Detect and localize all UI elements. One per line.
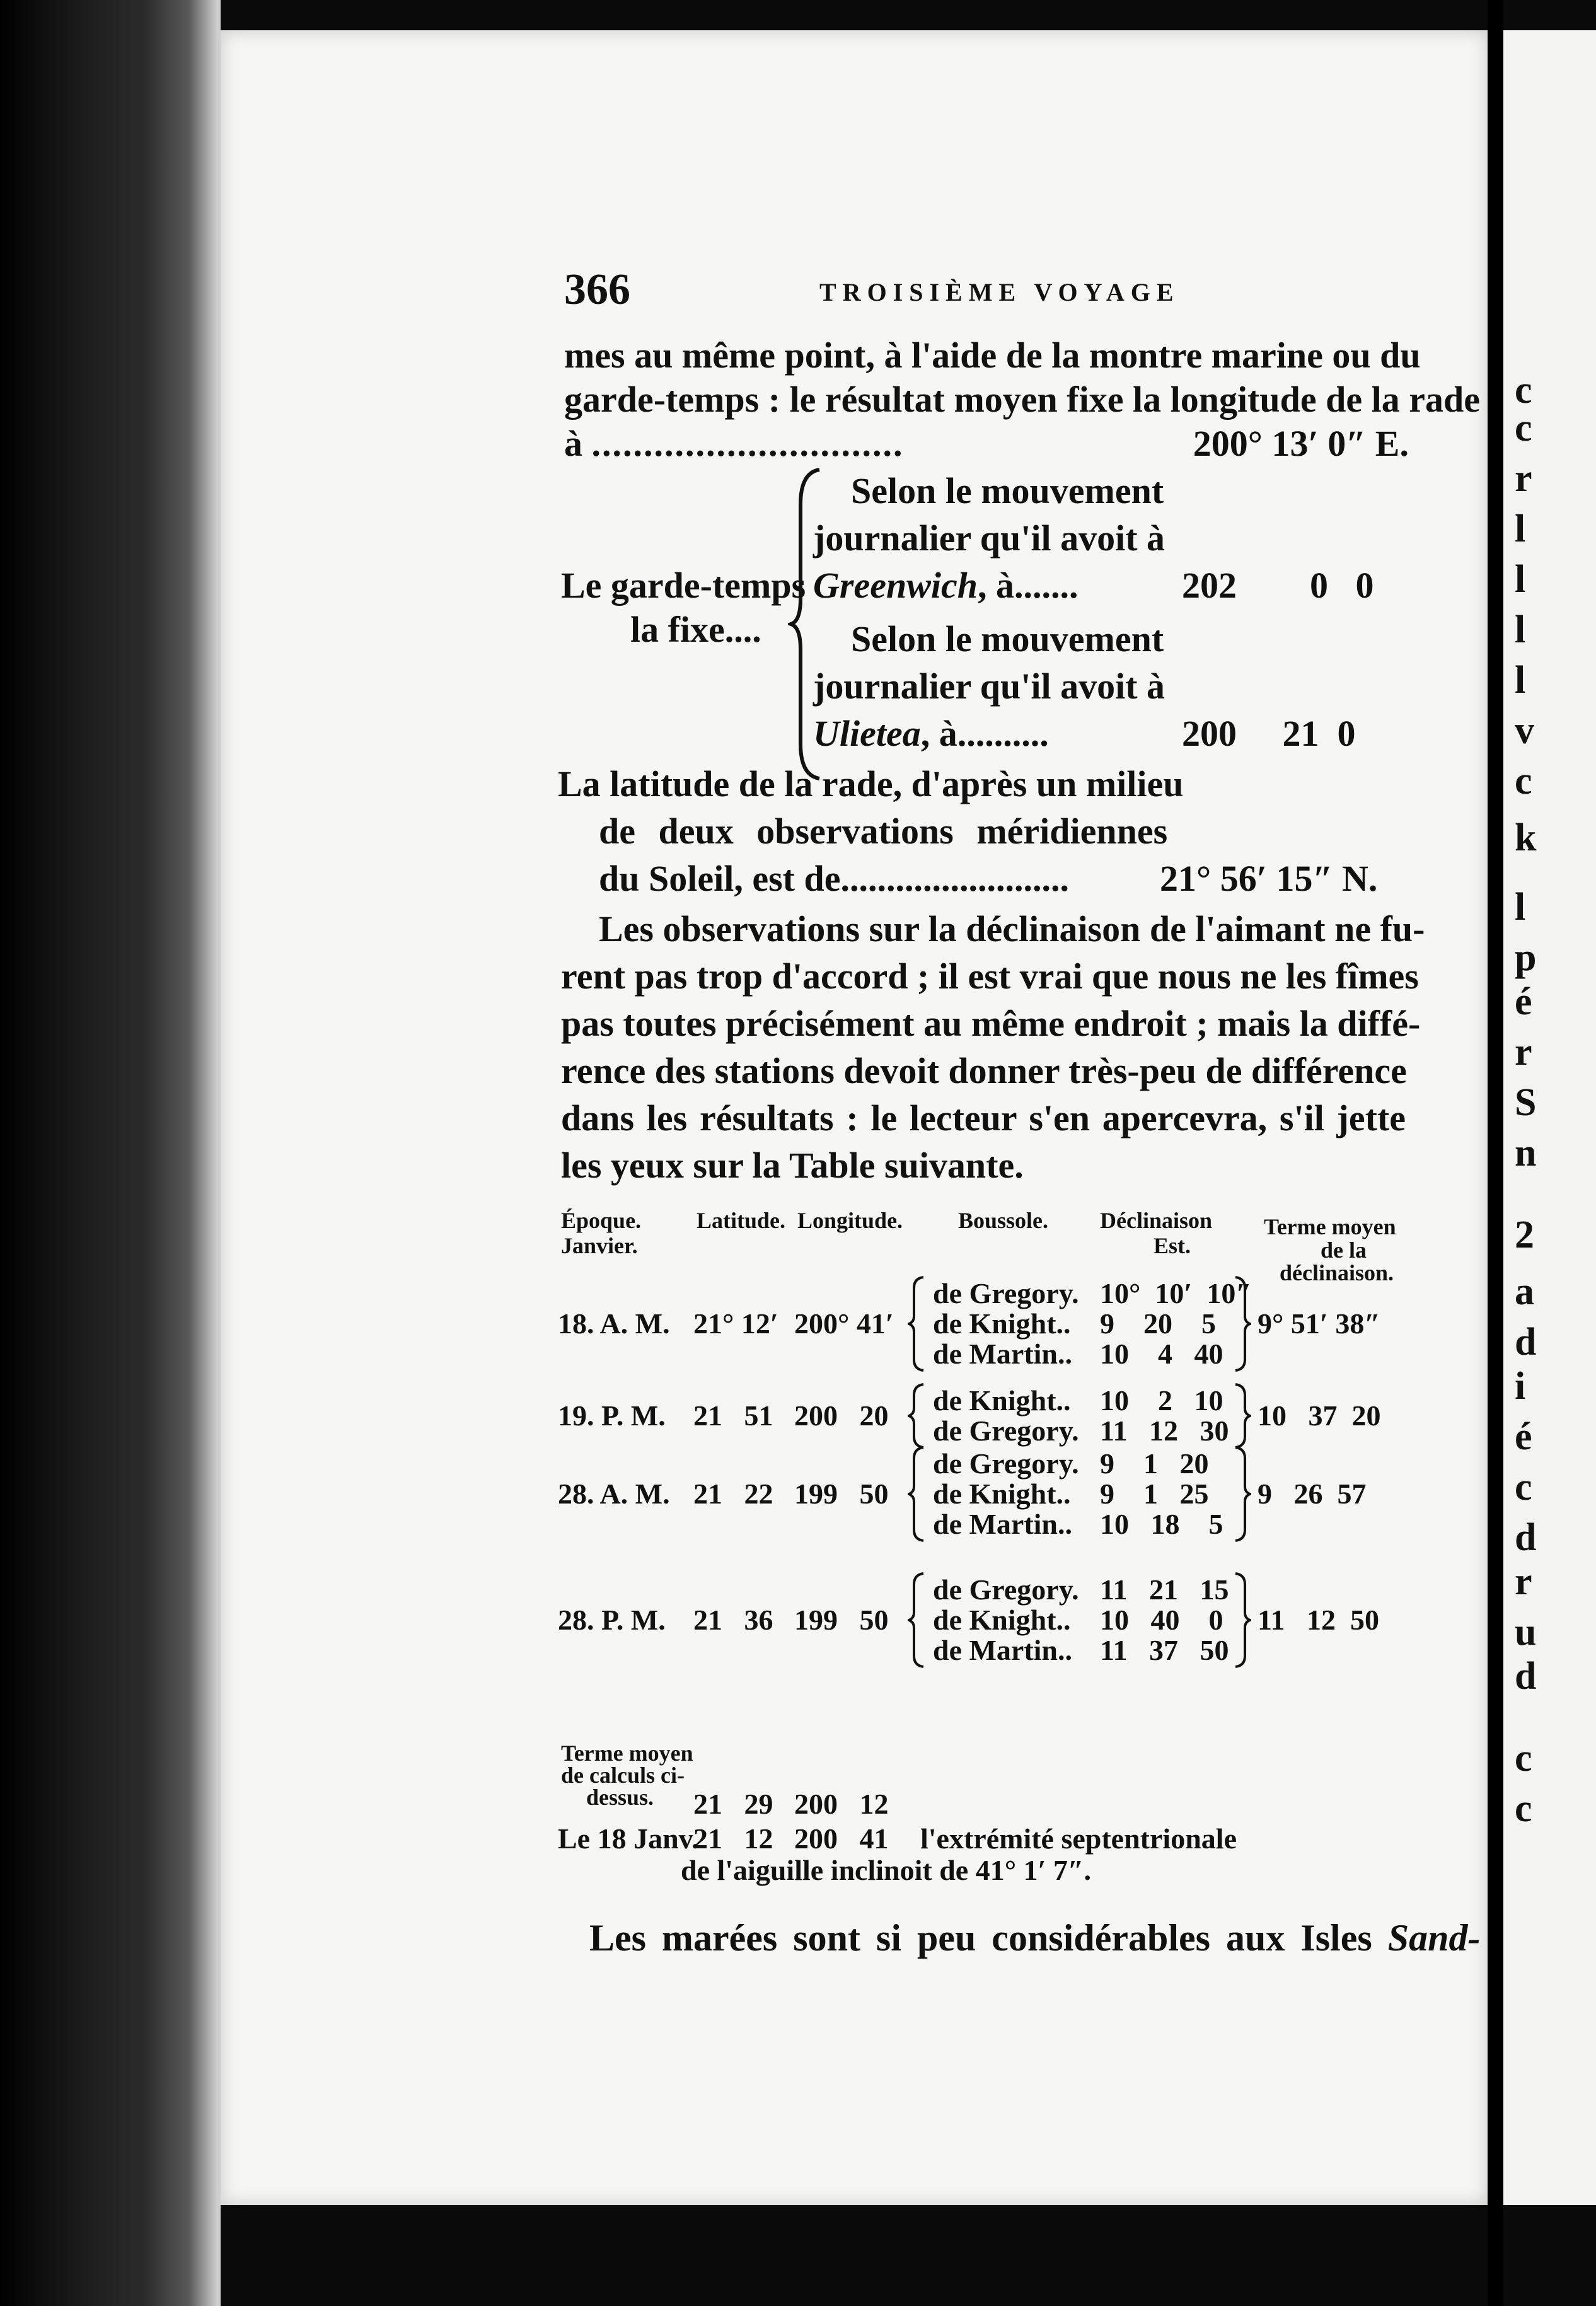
summary-label: de calculs ci- <box>561 1763 685 1788</box>
facing-page-letter: 2 <box>1515 1214 1534 1256</box>
text-fragment: Sand- <box>1387 1917 1481 1959</box>
longitude-line <box>564 422 1409 465</box>
column-header-epoque: Époque. <box>561 1208 642 1233</box>
declination-value: 10 40 0 <box>1100 1604 1223 1636</box>
compass-name: de Martin.. <box>933 1508 1073 1540</box>
column-header-terme: Terme moyen <box>1264 1214 1396 1239</box>
summary-latitude: 21 29 <box>693 1788 773 1820</box>
row-latitude: 21 51 <box>693 1399 773 1432</box>
mean-declination: 9° 51′ 38″ <box>1258 1307 1380 1340</box>
column-header-boussole: Boussole. <box>958 1208 1049 1233</box>
brace-icon <box>1232 1382 1251 1449</box>
facing-page-letter: v <box>1515 709 1534 752</box>
compass-name: de Martin.. <box>933 1338 1073 1370</box>
row-latitude: 21 22 <box>693 1478 773 1510</box>
ulietea-line <box>813 712 1049 755</box>
text-line: La latitude de la rade, d'après un milieu <box>558 763 1184 804</box>
text-fragment: , à.......... <box>920 713 1049 754</box>
facing-page-letter: l <box>1515 507 1526 550</box>
facing-page-letter: c <box>1515 760 1532 802</box>
mean-declination: 10 37 20 <box>1258 1399 1381 1432</box>
brace-icon <box>1232 1572 1251 1669</box>
row-longitude: 199 50 <box>794 1604 889 1636</box>
column-header-latitude: Latitude. <box>697 1208 786 1233</box>
text-fragment: , à....... <box>978 565 1078 606</box>
text-line: mes au même point, à l'aide de la montre marine ou du <box>564 335 1421 376</box>
scan-background <box>221 2205 1488 2306</box>
page-number: 366 <box>564 265 630 314</box>
row-longitude: 200 20 <box>794 1399 889 1432</box>
mean-declination: 11 12 50 <box>1258 1604 1379 1636</box>
garde-temps-label: la fixe.... <box>630 609 761 650</box>
text-fragment: Les marées sont si peu considérables aux Isles <box>589 1917 1372 1959</box>
text-line: garde-temps : le résultat moyen fixe la longitude de la rade <box>564 379 1481 420</box>
column-header-longitude: Longitude. <box>797 1208 903 1233</box>
column-header-janvier: Janvier. <box>561 1233 638 1258</box>
summary-longitude: 200 12 <box>794 1788 889 1820</box>
declination-value: 9 20 5 <box>1100 1307 1216 1340</box>
summary-label: Terme moyen <box>561 1741 693 1766</box>
compass-name: de Gregory. <box>933 1277 1079 1309</box>
value: 202 0 0 <box>1182 565 1374 606</box>
longitude-value: 200° 13′ 0″ E. <box>1193 423 1409 464</box>
text-line: de deux observations méridiennes <box>599 811 1168 852</box>
declination-value: 11 21 15 <box>1100 1573 1229 1606</box>
column-header-declinaison: Déclinaison <box>1100 1208 1213 1233</box>
text-line: Les observations sur la déclinaison de l'aimant ne fu- <box>599 908 1425 949</box>
text-line: du Soleil, est de......................... <box>599 858 1069 899</box>
text-line: pas toutes précisément au même endroit ; mais la diffé- <box>561 1003 1421 1044</box>
brace-icon <box>908 1275 927 1372</box>
closing-line <box>589 1916 1480 1960</box>
declination-value: 9 1 20 <box>1100 1447 1209 1480</box>
compass-name: de Gregory. <box>933 1573 1079 1606</box>
running-title: TROISIÈME VOYAGE <box>819 278 1180 306</box>
facing-page-letter: S <box>1515 1081 1537 1124</box>
declination-value: 9 1 25 <box>1100 1478 1209 1510</box>
compass-name: de Knight.. <box>933 1384 1071 1417</box>
note-date: Le 18 Janv. <box>558 1822 699 1855</box>
facing-page-letter: d <box>1515 1655 1537 1698</box>
facing-page-letter: é <box>1515 980 1532 1023</box>
facing-page-letter: u <box>1515 1611 1537 1654</box>
text-line: les yeux sur la Table suivante. <box>561 1145 1024 1186</box>
facing-page-letter: c <box>1515 369 1532 412</box>
garde-temps-label: Le garde-temps <box>561 565 806 606</box>
facing-page-letter: k <box>1515 816 1537 859</box>
summary-label: dessus. <box>586 1785 654 1810</box>
text-line: dans les résultats : le lecteur s'en apercevra, s'il jette <box>561 1098 1406 1139</box>
facing-page-letter: c <box>1515 1466 1532 1509</box>
brace-icon <box>908 1446 927 1543</box>
brace-icon <box>1232 1275 1251 1372</box>
facing-page-letter: l <box>1515 886 1526 929</box>
row-longitude: 200° 41′ <box>794 1307 894 1340</box>
note-longitude: 200 41 <box>794 1822 889 1855</box>
facing-page-letter: r <box>1515 457 1532 500</box>
text-line: Selon le mouvement <box>851 618 1164 659</box>
facing-page-letter: l <box>1515 558 1526 601</box>
brace-icon <box>1232 1446 1251 1543</box>
column-header-terme: de la <box>1321 1237 1367 1263</box>
row-date: 28. A. M. <box>558 1478 670 1510</box>
facing-page-letter: i <box>1515 1365 1526 1408</box>
note-text: l'extrémité septentrionale <box>920 1822 1237 1855</box>
value: 200 21 0 <box>1182 713 1356 754</box>
row-longitude: 199 50 <box>794 1478 889 1510</box>
column-header-est: Est. <box>1154 1233 1191 1258</box>
facing-page-letter: c <box>1515 1737 1532 1780</box>
leader-dots: .............................. <box>591 423 904 464</box>
declination-value: 11 37 50 <box>1100 1634 1229 1666</box>
compass-name: de Knight.. <box>933 1307 1071 1340</box>
declination-value: 10 18 5 <box>1100 1508 1223 1540</box>
text-line: Selon le mouvement <box>851 470 1164 511</box>
facing-page-letter: c <box>1515 1787 1532 1830</box>
brace-icon <box>908 1572 927 1669</box>
facing-page-letter: d <box>1515 1321 1537 1364</box>
facing-page-letter: c <box>1515 407 1532 449</box>
compass-name: de Knight.. <box>933 1604 1071 1636</box>
book-spine-edge <box>0 0 221 2306</box>
text-fragment: à <box>564 423 582 464</box>
mean-declination: 9 26 57 <box>1258 1478 1367 1510</box>
compass-name: de Gregory. <box>933 1447 1079 1480</box>
facing-page-letter: r <box>1515 1560 1532 1603</box>
latitude-value: 21° 56′ 15″ N. <box>1160 858 1378 899</box>
column-header-terme: déclinaison. <box>1280 1260 1394 1285</box>
row-latitude: 21° 12′ <box>693 1307 778 1340</box>
declination-value: 11 12 30 <box>1100 1415 1229 1447</box>
compass-name: de Gregory. <box>933 1415 1079 1447</box>
compass-name: de Knight.. <box>933 1478 1071 1510</box>
facing-page-letter: l <box>1515 608 1526 651</box>
facing-page-letter: é <box>1515 1415 1532 1458</box>
declination-value: 10 4 40 <box>1100 1338 1223 1370</box>
facing-page-letter: a <box>1515 1270 1534 1313</box>
text-line: journalier qu'il avoit à <box>813 666 1165 707</box>
facing-page-letter: p <box>1515 936 1537 979</box>
place-name: Greenwich <box>813 565 978 606</box>
facing-page-letter: l <box>1515 659 1526 702</box>
brace-icon <box>908 1382 927 1449</box>
facing-page-letter: r <box>1515 1031 1532 1074</box>
text-line: journalier qu'il avoit à <box>813 518 1165 559</box>
note-text: de l'aiguille inclinoit de 41° 1′ 7″. <box>681 1854 1091 1886</box>
compass-name: de Martin.. <box>933 1634 1073 1666</box>
facing-page-letter: n <box>1515 1132 1537 1174</box>
text-line: rence des stations devoit donner très-peu de différence <box>561 1050 1407 1091</box>
greenwich-line <box>813 564 1078 606</box>
text-line: rent pas trop d'accord ; il est vrai que nous ne les fîmes <box>561 956 1419 997</box>
place-name: Ulietea <box>813 713 921 754</box>
row-date: 28. P. M. <box>558 1604 666 1636</box>
declination-value: 10° 10′ 10″ <box>1100 1277 1252 1309</box>
facing-page-letter: d <box>1515 1516 1537 1559</box>
row-date: 18. A. M. <box>558 1307 670 1340</box>
page-gutter <box>1488 0 1503 2306</box>
declination-value: 10 2 10 <box>1100 1384 1223 1417</box>
facing-page-fragment <box>1503 30 1596 2205</box>
row-latitude: 21 36 <box>693 1604 773 1636</box>
row-date: 19. P. M. <box>558 1399 666 1432</box>
note-latitude: 21 12 <box>693 1822 773 1855</box>
